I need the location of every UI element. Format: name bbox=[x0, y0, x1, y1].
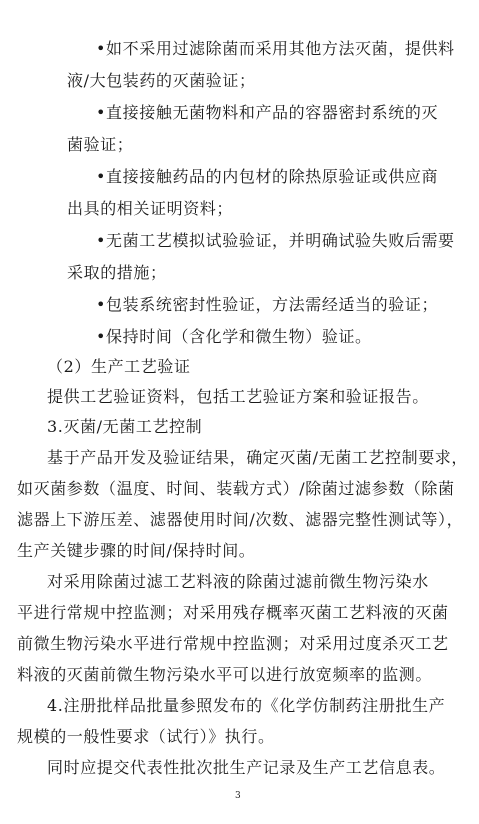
text-line: 同时应提交代表性批次批生产记录及生产工艺信息表。 bbox=[47, 758, 446, 777]
page-number: 3 bbox=[235, 791, 241, 801]
text-line: •无菌工艺模拟试验验证，并明确试验失败后需要 bbox=[96, 231, 455, 250]
text-line: 如灭菌参数（温度、时间、装载方式）/除菌过滤参数（除菌 bbox=[17, 479, 455, 498]
text-line: 4.注册批样品批量参照发布的《化学仿制药注册批生产 bbox=[47, 696, 446, 715]
text-line: 规模的一般性要求（试行）》执行。 bbox=[17, 727, 275, 746]
text-line: 对采用除菌过滤工艺料液的除菌过滤前微生物污染水 bbox=[47, 572, 429, 591]
section-heading: （2）生产工艺验证 bbox=[47, 357, 191, 376]
text-line: 平进行常规中控监测；对采用残存概率灭菌工艺料液的灭菌 bbox=[17, 603, 449, 622]
text-line: 前微生物污染水平进行常规中控监测；对采用过度杀灭工艺 bbox=[17, 634, 449, 653]
text-line: 菌验证； bbox=[67, 135, 134, 154]
text-line: •直接接触无菌物料和产品的容器密封系统的灭 bbox=[96, 103, 439, 122]
text-line: 提供工艺验证资料，包括工艺验证方案和验证报告。 bbox=[47, 387, 429, 406]
text-line: 液/大包装药的灭菌验证； bbox=[67, 71, 256, 90]
text-line: •直接接触药品的内包材的除热原验证或供应商 bbox=[96, 167, 439, 186]
text-line: 采取的措施； bbox=[67, 263, 167, 282]
text-line: 生产关键步骤的时间/保持时间。 bbox=[17, 541, 256, 560]
text-line: •保持时间（含化学和微生物）验证。 bbox=[96, 327, 372, 346]
text-line: •包装系统密封性验证，方法需经适当的验证； bbox=[96, 295, 439, 314]
text-line: 出具的相关证明资料； bbox=[67, 199, 234, 218]
section-heading: 3.灭菌/无菌工艺控制 bbox=[47, 417, 203, 436]
text-line: 料液的灭菌前微生物污染水平可以进行放宽频率的监测。 bbox=[17, 665, 433, 684]
text-line: 基于产品开发及验证结果，确定灭菌/无菌工艺控制要求， bbox=[47, 448, 468, 467]
text-line: •如不采用过滤除菌而采用其他方法灭菌，提供料 bbox=[96, 39, 455, 58]
text-line: 滤器上下游压差、滤器使用时间/次数、滤器完整性测试等）， bbox=[17, 510, 464, 529]
